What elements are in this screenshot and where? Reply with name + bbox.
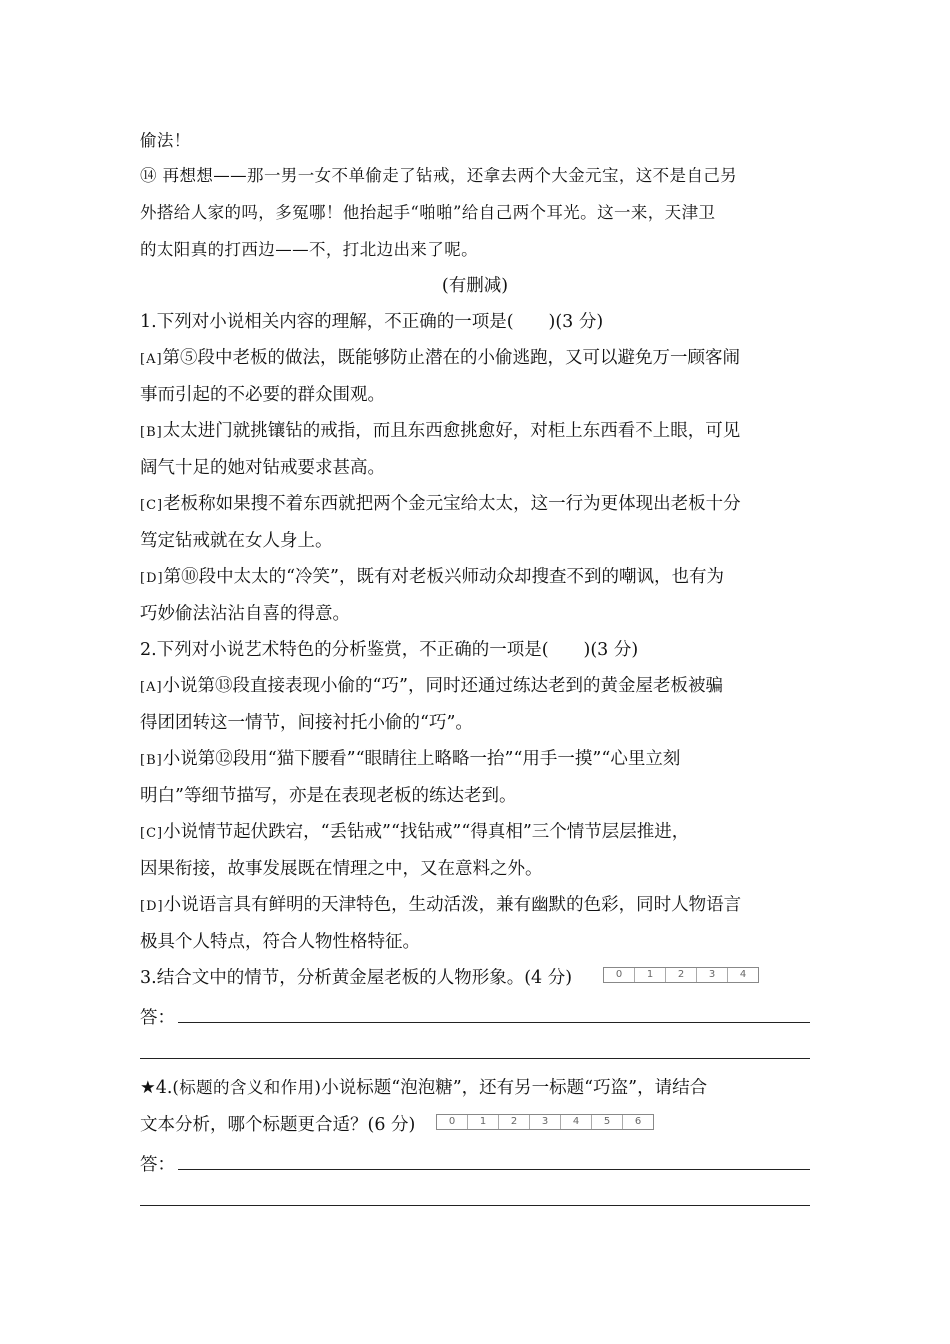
- option-mark: [B]: [140, 425, 163, 440]
- answer-line-q4[interactable]: [140, 1205, 810, 1206]
- option-1d[interactable]: [D]第⑩段中太太的“冷笑”，既有对老板兴师动众却搜查不到的嘲讽，也有为: [140, 567, 724, 587]
- passage-line: 的太阳真的打西边——不，打北边出来了呢。: [140, 240, 478, 259]
- option-1a-cont: 事而引起的不必要的群众围观。: [140, 385, 385, 405]
- answer-line-q3[interactable]: [140, 1058, 810, 1059]
- option-2d-cont: 极具个人特点，符合人物性格特征。: [140, 932, 420, 952]
- option-1b[interactable]: [B]太太进门就挑镶钻的戒指，而且东西愈挑愈好，对柜上东西看不上眼，可见: [140, 421, 741, 441]
- passage-line: ⑭ 再想想——那一男一女不单偷走了钻戒，还拿去两个大金元宝，这不是自己另: [140, 166, 738, 185]
- option-1b-cont: 阔气十足的她对钻戒要求甚高。: [140, 458, 385, 478]
- score-cell[interactable]: 1: [635, 968, 666, 982]
- score-cell[interactable]: 0: [604, 968, 635, 982]
- option-mark: [A]: [140, 680, 163, 695]
- question-4-stem: ★4.(标题的含义和作用)小说标题“泡泡糖”，还有另一标题“巧盗”，请结合: [140, 1078, 708, 1098]
- score-cell[interactable]: 6: [634, 1116, 642, 1127]
- score-cell[interactable]: 4: [739, 969, 747, 980]
- score-box-q4: [436, 1114, 654, 1130]
- option-2c-cont: 因果衔接，故事发展既在情理之中，又在意料之外。: [140, 859, 543, 879]
- question-3-stem: 3.结合文中的情节，分析黄金屋老板的人物形象。(4 分): [140, 968, 573, 988]
- option-2a-cont: 得团团转这一情节，间接衬托小偷的“巧”。: [140, 713, 473, 733]
- answer-label-q3: 答：: [140, 1008, 175, 1028]
- star-icon: ★: [140, 1078, 156, 1098]
- option-mark: [B]: [140, 753, 163, 768]
- passage-line: 外搭给人家的吗，多冤哪！他抬起手“啪啪”给自己两个耳光。这一来，天津卫: [140, 203, 716, 222]
- deletion-note: (有删减): [441, 276, 509, 296]
- score-cell[interactable]: 2: [499, 1115, 530, 1129]
- option-mark: [D]: [140, 899, 164, 914]
- score-cell[interactable]: 3: [697, 968, 728, 982]
- option-1d-cont: 巧妙偷法沾沾自喜的得意。: [140, 604, 350, 624]
- option-1a[interactable]: [A]第⑤段中老板的做法，既能够防止潜在的小偷逃跑，又可以避免万一顾客闹: [140, 348, 741, 368]
- question-4-stem-cont: 文本分析，哪个标题更合适？(6 分): [140, 1115, 416, 1135]
- question-tag: (标题的含义和作用): [172, 1078, 322, 1097]
- answer-line-q4[interactable]: [178, 1169, 810, 1170]
- option-2b[interactable]: [B]小说第⑫段用“猫下腰看”“眼睛往上略略一抬”“用手一摸”“心里立刻: [140, 749, 681, 769]
- option-2a[interactable]: [A]小说第⑬段直接表现小偷的“巧”，同时还通过练达老到的黄金屋老板被骗: [140, 676, 723, 696]
- option-1c[interactable]: [C]老板称如果搜不着东西就把两个金元宝给太太，这一行为更体现出老板十分: [140, 494, 741, 514]
- score-cell[interactable]: 2: [666, 968, 697, 982]
- score-cell[interactable]: 4: [561, 1115, 592, 1129]
- answer-line-q3[interactable]: [178, 1022, 810, 1023]
- option-2d[interactable]: [D]小说语言具有鲜明的天津特色，生动活泼，兼有幽默的色彩，同时人物语言: [140, 895, 742, 915]
- option-2b-cont: 明白”等细节描写，亦是在表现老板的练达老到。: [140, 786, 517, 806]
- score-cell[interactable]: 3: [530, 1115, 561, 1129]
- score-cell[interactable]: 1: [468, 1115, 499, 1129]
- option-mark: [C]: [140, 498, 164, 513]
- score-cell[interactable]: 5: [592, 1115, 623, 1129]
- question-1-stem: 1.下列对小说相关内容的理解，不正确的一项是( )(3 分): [140, 312, 604, 332]
- score-cell[interactable]: 0: [437, 1115, 468, 1129]
- question-2-stem: 2.下列对小说艺术特色的分析鉴赏，不正确的一项是( )(3 分): [140, 640, 639, 660]
- option-mark: [D]: [140, 571, 164, 586]
- option-mark: [C]: [140, 826, 164, 841]
- passage-line: 偷法！: [140, 131, 191, 150]
- option-2c[interactable]: [C]小说情节起伏跌宕，“丢钻戒”“找钻戒”“得真相”三个情节层层推进，: [140, 822, 690, 842]
- score-box-q3: [603, 967, 759, 983]
- option-mark: [A]: [140, 352, 163, 367]
- option-1c-cont: 笃定钻戒就在女人身上。: [140, 531, 333, 551]
- answer-label-q4: 答：: [140, 1155, 175, 1175]
